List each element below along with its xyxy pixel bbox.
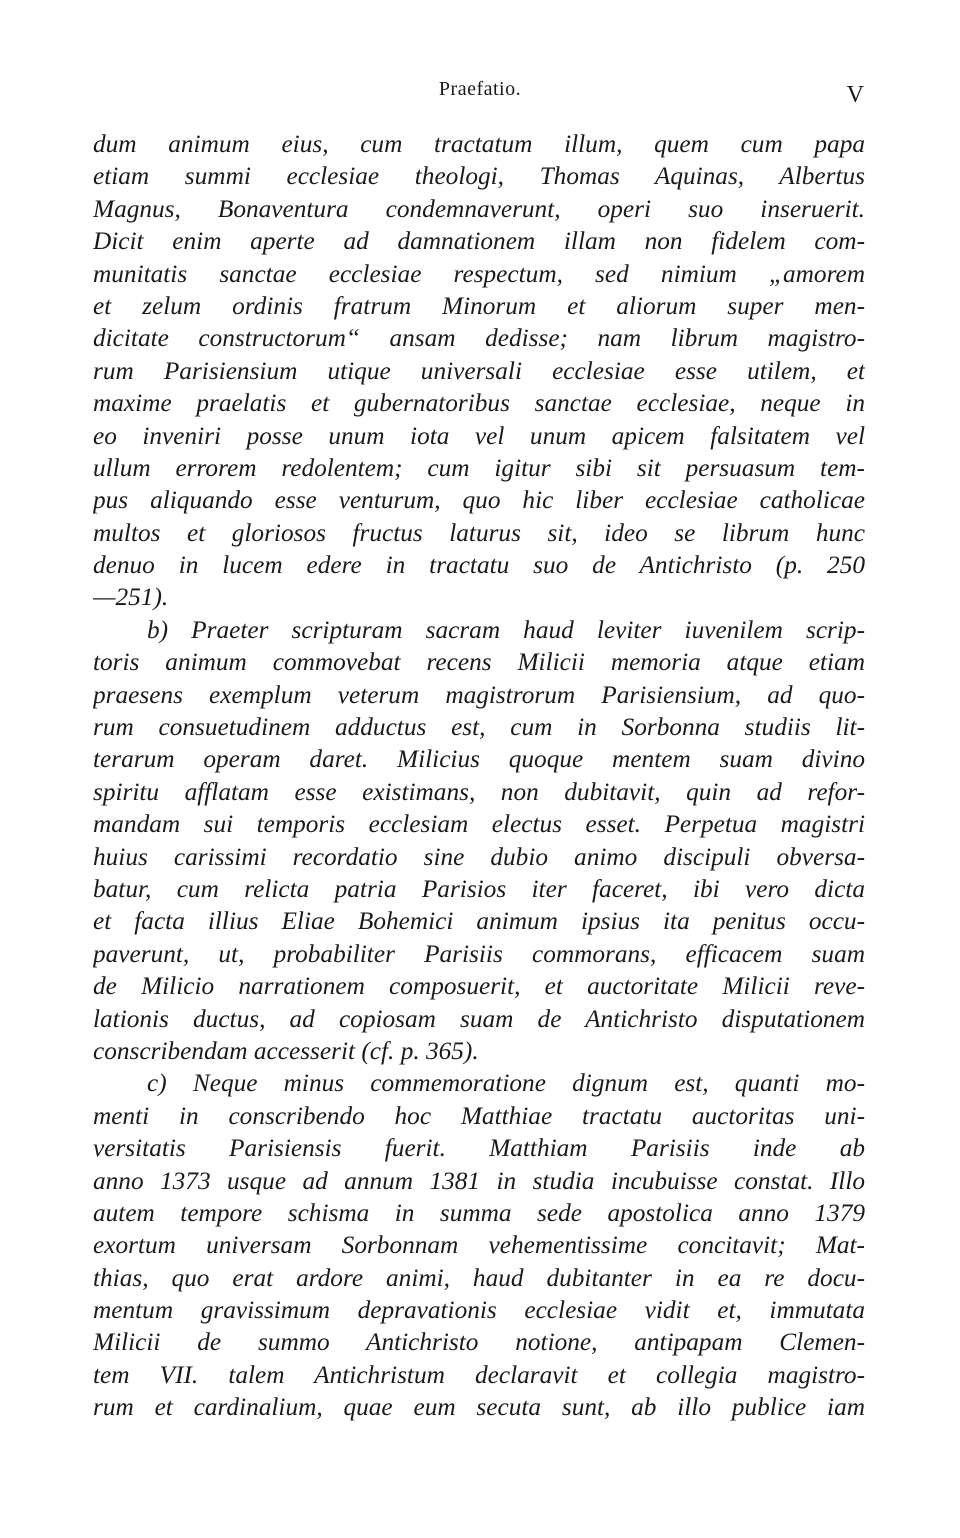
text-line: ullum errorem redolentem; cum igitur sibi sit persuasum tem- <box>93 453 865 482</box>
text-line: mentum gravissimum depravationis ecclesiae vidit et, immutata <box>93 1296 865 1325</box>
text-line: Magnus, Bonaventura condemnaverunt, operi suo inseruerit. <box>93 194 865 223</box>
page-header <box>0 78 960 108</box>
text-line: et facta illius Eliae Bohemici animum ipsius ita penitus occu- <box>93 907 865 936</box>
text-line: dum animum eius, cum tractatum illum, quem cum papa <box>93 130 865 158</box>
text-line: thias, quo erat ardore animi, haud dubitanter in ea re docu- <box>93 1263 865 1292</box>
text-line: Dicit enim aperte ad damnationem illam non fidelem com- <box>93 227 865 256</box>
text-line: paverunt, ut, probabiliter Parisiis commorans, efficacem suam <box>93 939 865 968</box>
text-line: Milicii de summo Antichristo notione, antipapam Clemen- <box>93 1328 865 1357</box>
text-line: rum Parisiensium utique universali ecclesiae esse utilem, et <box>93 356 865 385</box>
text-line: spiritu afflatam esse existimans, non dubitavit, quin ad refor- <box>93 777 865 806</box>
text-line: munitatis sanctae ecclesiae respectum, sed nimium „amorem <box>93 259 865 288</box>
text-line: toris animum commovebat recens Milicii memoria atque etiam <box>93 648 865 677</box>
text-line: b) Praeter scripturam sacram haud leviter iuvenilem scrip- <box>147 615 865 644</box>
text-line: etiam summi ecclesiae theologi, Thomas Aquinas, Albertus <box>93 162 865 191</box>
text-line: de Milicio narrationem composuerit, et auctoritate Milicii reve- <box>93 972 865 1001</box>
text-line: eo inveniri posse unum iota vel unum apicem falsitatem vel <box>93 421 865 450</box>
text-line: menti in conscribendo hoc Matthiae tractatu auctoritas uni- <box>93 1101 865 1130</box>
text-line: versitatis Parisiensis fuerit. Matthiam Parisiis inde ab <box>93 1134 865 1163</box>
text-line: exortum universam Sorbonnam vehementissime concitavit; Mat- <box>93 1231 865 1260</box>
text-line: lationis ductus, ad copiosam suam de Antichristo disputationem <box>93 1004 865 1033</box>
text-line: maxime praelatis et gubernatoribus sanctae ecclesiae, neque in <box>93 389 865 418</box>
text-line: c) Neque minus commemoratione dignum est, quanti mo- <box>147 1069 865 1098</box>
text-line: conscribendam accesserit (cf. p. 365). <box>93 1036 479 1065</box>
text-line: denuo in lucem edere in tractatu suo de Antichristo (p. 250 <box>93 551 865 580</box>
text-line: dicitate constructorum“ ansam dedisse; nam librum magistro- <box>93 324 865 353</box>
text-line: et zelum ordinis fratrum Minorum et aliorum super men- <box>93 291 865 320</box>
text-line: huius carissimi recordatio sine dubio animo discipuli obversa- <box>93 842 865 871</box>
running-head: Praefatio. <box>438 78 522 100</box>
text-line: terarum operam daret. Milicius quoque mentem suam divino <box>93 745 865 774</box>
text-line: mandam sui temporis ecclesiam electus esset. Perpetua magistri <box>93 810 865 839</box>
text-line: pus aliquando esse venturum, quo hic liber ecclesiae catholicae <box>93 486 865 515</box>
text-line: praesens exemplum veterum magistrorum Parisiensium, ad quo- <box>93 680 865 709</box>
text-line: batur, cum relicta patria Parisios iter faceret, ibi vero dicta <box>93 874 865 903</box>
body-text <box>93 128 865 1424</box>
text-line: autem tempore schisma in summa sede apostolica anno 1379 <box>93 1198 865 1227</box>
text-line: multos et gloriosos fructus laturus sit, ideo se librum hunc <box>93 518 865 547</box>
text-line: rum et cardinalium, quae eum secuta sunt, ab illo publice iam <box>93 1393 865 1422</box>
text-line: tem VII. talem Antichristum declaravit et collegia magistro- <box>93 1360 865 1389</box>
page-number: V <box>846 82 864 108</box>
text-line: —251). <box>93 583 169 612</box>
text-line: anno 1373 usque ad annum 1381 in studia incubuisse constat. Illo <box>93 1166 865 1195</box>
text-line: rum consuetudinem adductus est, cum in Sorbonna studiis lit- <box>93 713 865 742</box>
